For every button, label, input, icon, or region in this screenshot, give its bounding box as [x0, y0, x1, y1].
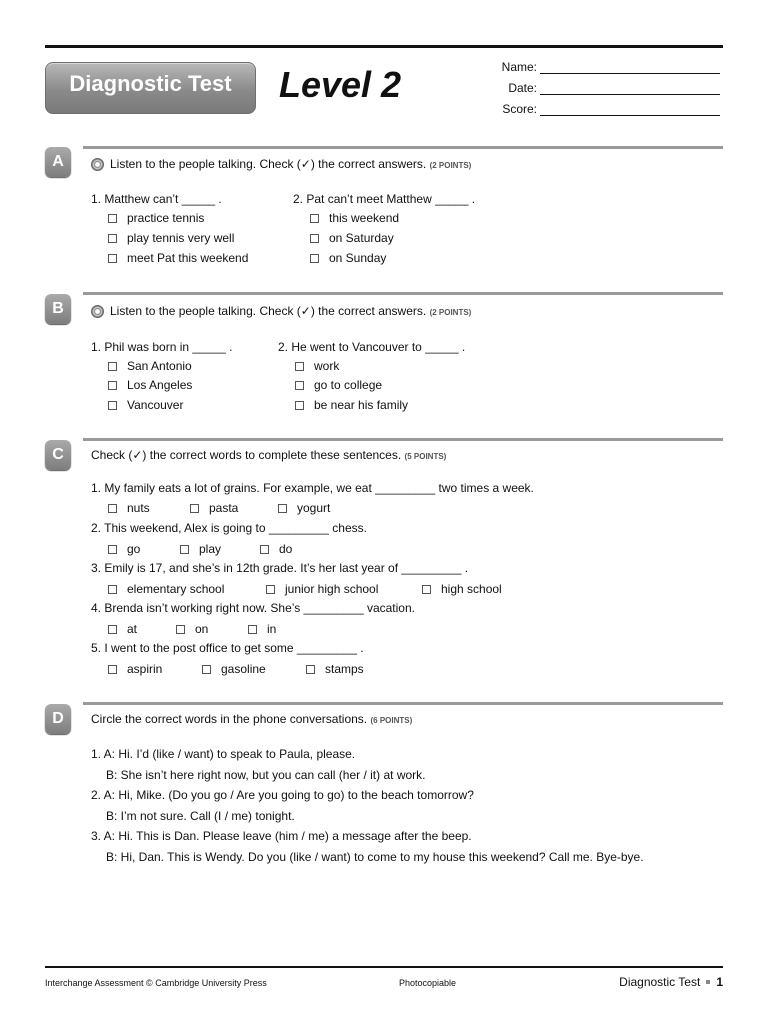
section-c-badge: C: [45, 440, 71, 470]
bullet-icon: [706, 980, 710, 984]
checkbox-icon[interactable]: [202, 665, 211, 674]
checkbox-option[interactable]: [180, 542, 221, 556]
section-b-q2: 2. He went to Vancouver to _____ .: [278, 340, 466, 354]
dialogue-line: B: Hi, Dan. This is Wendy. Do you (like / want) to come to my house this weekend? Call me. Bye-bye.: [106, 850, 644, 864]
checkbox-option[interactable]: [422, 582, 502, 596]
dialogue-line: 2. A: Hi, Mike. (Do you go / Are you going to go) to the beach tomorrow?: [91, 788, 474, 802]
checkbox-icon[interactable]: [108, 545, 117, 554]
footer-rule: [45, 966, 723, 968]
option-label: elementary school: [127, 582, 225, 596]
checkbox-option[interactable]: [310, 251, 386, 265]
option-label: nuts: [127, 501, 150, 515]
option-label: San Antonio: [127, 359, 192, 373]
footer-page-info: [619, 975, 723, 989]
section-c-instruction-text: Check (✓) the correct words to complete these sentences.: [91, 448, 402, 462]
checkbox-option[interactable]: [295, 359, 339, 373]
option-label: Los Angeles: [127, 378, 193, 392]
section-b-badge: B: [45, 294, 71, 324]
option-label: go: [127, 542, 141, 556]
checkbox-icon[interactable]: [266, 585, 275, 594]
option-label: on: [195, 622, 209, 636]
checkbox-icon[interactable]: [278, 504, 287, 513]
checkbox-option[interactable]: [295, 378, 382, 392]
footer-test-label: Diagnostic Test: [619, 975, 701, 989]
footer-photocopiable: Photocopiable: [399, 978, 457, 988]
section-b-rule: [83, 292, 723, 295]
checkbox-icon[interactable]: [295, 381, 304, 390]
checkbox-icon[interactable]: [108, 362, 117, 371]
checkbox-option[interactable]: [266, 582, 378, 596]
date-field[interactable]: [470, 81, 720, 95]
checkbox-icon[interactable]: [248, 625, 257, 634]
option-label: be near his family: [314, 398, 409, 412]
checkbox-option[interactable]: [295, 398, 408, 412]
checkbox-icon[interactable]: [260, 545, 269, 554]
checkbox-option[interactable]: [108, 501, 150, 515]
section-a-rule: [83, 146, 723, 149]
audio-icon[interactable]: [91, 305, 104, 318]
checkbox-option[interactable]: [108, 231, 234, 245]
score-label: Score:: [502, 102, 537, 116]
checkbox-option[interactable]: [202, 662, 266, 676]
option-label: junior high school: [285, 582, 379, 596]
section-d-points: (6 POINTS): [370, 716, 413, 725]
section-d-rule: [83, 702, 723, 705]
checkbox-icon[interactable]: [295, 401, 304, 410]
section-c-instruction: [91, 448, 446, 462]
checkbox-icon[interactable]: [108, 585, 117, 594]
section-c-item-2: 2. This weekend, Alex is going to _________ chess.: [91, 521, 367, 535]
checkbox-icon[interactable]: [310, 254, 319, 263]
option-label: practice tennis: [127, 211, 205, 225]
audio-icon[interactable]: [91, 158, 104, 171]
page-number: 1: [716, 975, 723, 989]
name-field[interactable]: [470, 60, 720, 74]
section-d-badge: D: [45, 704, 71, 734]
name-label: Name:: [501, 60, 537, 74]
top-rule: [45, 45, 723, 48]
score-field[interactable]: [470, 102, 720, 116]
section-c-points: (5 POINTS): [404, 452, 447, 461]
checkbox-option[interactable]: [108, 359, 192, 373]
section-b-points: (2 POINTS): [429, 308, 472, 317]
section-a-points: (2 POINTS): [429, 161, 472, 170]
date-label: Date:: [508, 81, 537, 95]
checkbox-icon[interactable]: [108, 625, 117, 634]
option-label: yogurt: [297, 501, 331, 515]
section-c-item-3: 3. Emily is 17, and she’s in 12th grade. It’s her last year of _________ .: [91, 561, 469, 575]
checkbox-icon[interactable]: [108, 401, 117, 410]
option-label: pasta: [209, 501, 239, 515]
checkbox-option[interactable]: [306, 662, 364, 676]
option-label: in: [267, 622, 277, 636]
checkbox-icon[interactable]: [306, 665, 315, 674]
checkbox-icon[interactable]: [108, 214, 117, 223]
section-d-instruction: [91, 712, 412, 726]
dialogue-line: 3. A: Hi. This is Dan. Please leave (him / me) a message after the beep.: [91, 829, 472, 843]
option-label: high school: [441, 582, 502, 596]
checkbox-icon[interactable]: [190, 504, 199, 513]
level-title: Level 2: [279, 64, 402, 105]
checkbox-icon[interactable]: [108, 381, 117, 390]
section-c-item-5: 5. I went to the post office to get some _________ .: [91, 641, 364, 655]
date-line[interactable]: [540, 83, 720, 95]
option-label: at: [127, 622, 138, 636]
section-a-instruction-text: Listen to the people talking. Check (✓) the correct answers.: [110, 157, 427, 171]
checkbox-option[interactable]: [108, 398, 183, 412]
checkbox-icon[interactable]: [108, 504, 117, 513]
section-d-instruction-text: Circle the correct words in the phone conversations.: [91, 712, 368, 726]
section-c-rule: [83, 438, 723, 441]
section-c-item-4: 4. Brenda isn’t working right now. She’s _________ vacation.: [91, 601, 415, 615]
checkbox-icon[interactable]: [108, 254, 117, 263]
checkbox-option[interactable]: [108, 542, 140, 556]
option-label: meet Pat this weekend: [127, 251, 249, 265]
option-label: on Saturday: [329, 231, 394, 245]
checkbox-icon[interactable]: [176, 625, 185, 634]
checkbox-option[interactable]: [310, 231, 394, 245]
score-line[interactable]: [540, 104, 720, 116]
option-label: play tennis very well: [127, 231, 235, 245]
checkbox-icon[interactable]: [295, 362, 304, 371]
name-line[interactable]: [540, 62, 720, 74]
checkbox-option[interactable]: [260, 542, 292, 556]
footer-copyright: Interchange Assessment © Cambridge University Press: [45, 978, 267, 988]
section-a-badge: A: [45, 147, 71, 177]
option-label: do: [279, 542, 293, 556]
checkbox-icon[interactable]: [422, 585, 431, 594]
diagnostic-test-badge: Diagnostic Test: [45, 62, 256, 114]
checkbox-option[interactable]: [278, 501, 330, 515]
checkbox-option[interactable]: [108, 582, 224, 596]
dialogue-line: 1. A: Hi. I’d (like / want) to speak to Paula, please.: [91, 747, 356, 761]
section-a-q1: 1. Matthew can’t _____ .: [91, 192, 222, 206]
option-label: this weekend: [329, 211, 400, 225]
checkbox-option[interactable]: [108, 251, 248, 265]
checkbox-icon[interactable]: [310, 214, 319, 223]
checkbox-option[interactable]: [310, 211, 399, 225]
checkbox-option[interactable]: [108, 378, 192, 392]
option-label: play: [199, 542, 222, 556]
checkbox-icon[interactable]: [108, 665, 117, 674]
section-a-instruction: [91, 157, 471, 171]
option-label: work: [314, 359, 340, 373]
checkbox-option[interactable]: [108, 662, 162, 676]
option-label: gasoline: [221, 662, 266, 676]
checkbox-option[interactable]: [108, 622, 137, 636]
checkbox-icon[interactable]: [108, 234, 117, 243]
option-label: aspirin: [127, 662, 163, 676]
checkbox-option[interactable]: [176, 622, 208, 636]
section-b-instruction: [91, 304, 471, 318]
option-label: go to college: [314, 378, 383, 392]
dialogue-line: B: I’m not sure. Call (I / me) tonight.: [106, 809, 295, 823]
checkbox-option[interactable]: [108, 211, 204, 225]
checkbox-icon[interactable]: [180, 545, 189, 554]
dialogue-line: B: She isn’t here right now, but you can call (her / it) at work.: [106, 768, 426, 782]
section-a-q2: 2. Pat can’t meet Matthew _____ .: [293, 192, 476, 206]
option-label: on Sunday: [329, 251, 387, 265]
section-c-item-1: 1. My family eats a lot of grains. For example, we eat _________ two times a week.: [91, 481, 534, 495]
section-b-q1: 1. Phil was born in _____ .: [91, 340, 233, 354]
checkbox-option[interactable]: [190, 501, 238, 515]
section-b-instruction-text: Listen to the people talking. Check (✓) the correct answers.: [110, 304, 427, 318]
option-label: stamps: [325, 662, 364, 676]
option-label: Vancouver: [127, 398, 184, 412]
checkbox-icon[interactable]: [310, 234, 319, 243]
checkbox-option[interactable]: [248, 622, 276, 636]
